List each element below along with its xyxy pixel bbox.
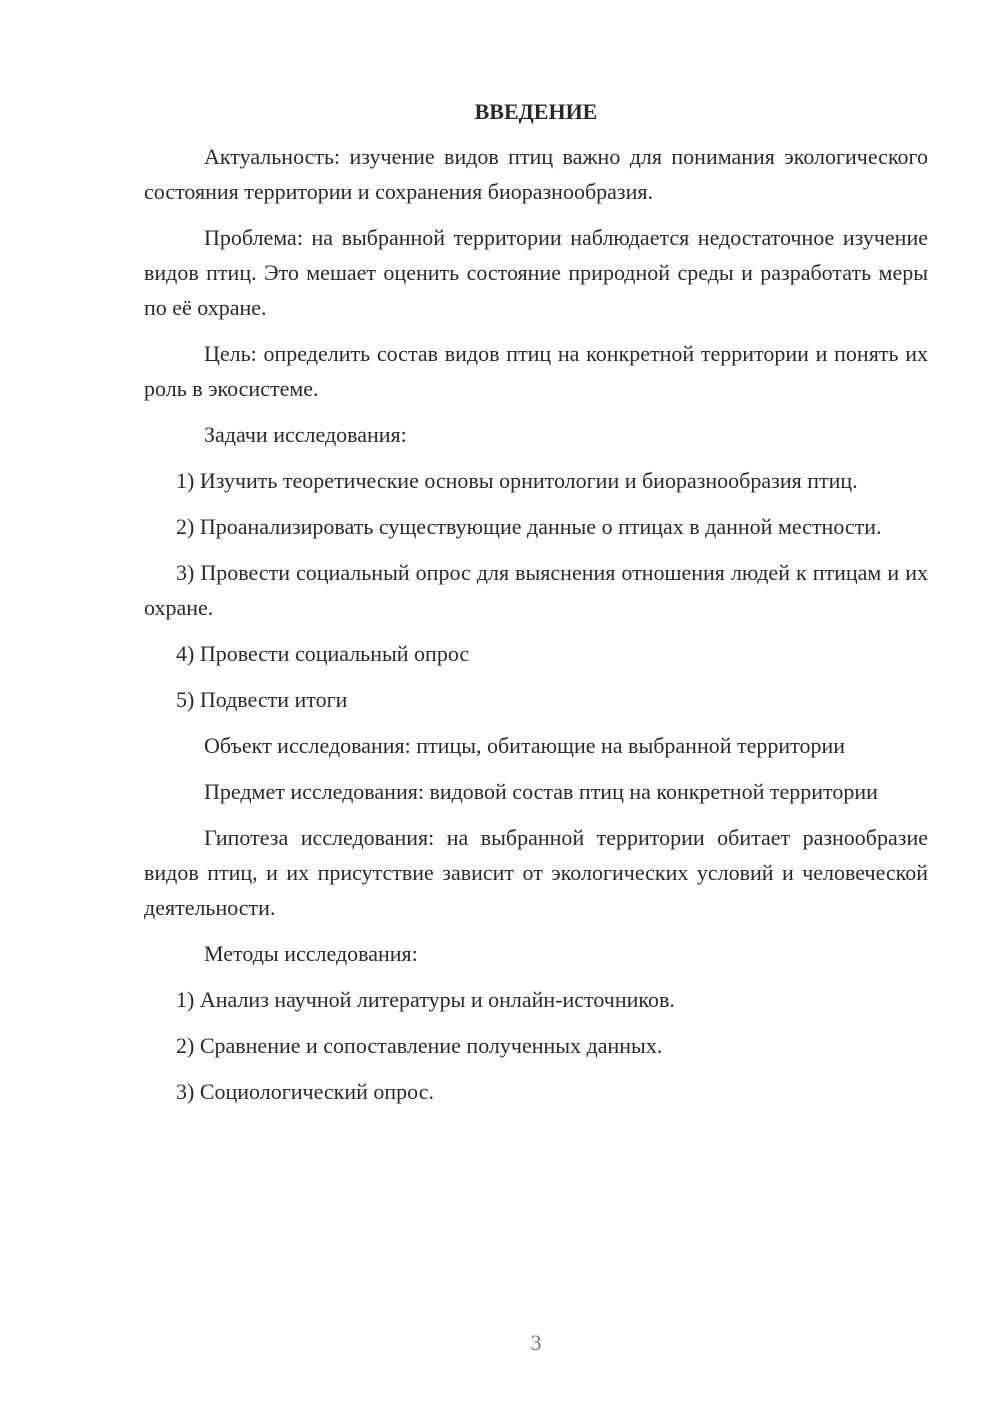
method-item-1: 1) Анализ научной литературы и онлайн-источников. (176, 987, 675, 1012)
page-title: ВВЕДЕНИЕ (474, 99, 598, 124)
subject-paragraph: Предмет исследования: видовой состав птиц на конкретной территории (204, 779, 878, 804)
goal-paragraph: Цель: определить состав видов птиц на конкретной территории и понять их роль в экосистеме. (144, 341, 928, 401)
page-number: 3 (530, 1330, 542, 1355)
object-paragraph: Объект исследования: птицы, обитающие на выбранной территории (204, 733, 846, 758)
method-item-2: 2) Сравнение и сопоставление полученных данных. (176, 1033, 663, 1058)
relevance-paragraph: Актуальность: изучение видов птиц важно для понимания экологического состояния территории и сохранения биоразнообразия. (144, 144, 928, 204)
task-item-1: 1) Изучить теоретические основы орнитологии и биоразнообразия птиц. (176, 468, 858, 493)
task-item-2: 2) Проанализировать существующие данные о птицах в данной местности. (176, 514, 882, 539)
task-item-3: 3) Провести социальный опрос для выяснения отношения людей к птицам и их охране. (144, 560, 928, 620)
methods-heading: Методы исследования: (204, 941, 418, 966)
task-item-5: 5) Подвести итоги (176, 687, 348, 712)
document-page (144, 94, 928, 1120)
task-item-4: 4) Провести социальный опрос (176, 641, 470, 666)
problem-paragraph: Проблема: на выбранной территории наблюдается недостаточное изучение видов птиц. Это мешает оценить состояние природной среды и разработать меры по её охране. (144, 225, 928, 320)
method-item-3: 3) Социологический опрос. (176, 1079, 434, 1104)
hypothesis-paragraph: Гипотеза исследования: на выбранной территории обитает разнообразие видов птиц, и их присутствие зависит от экологических условий и человеческой деятельности. (144, 825, 928, 920)
tasks-heading: Задачи исследования: (204, 422, 407, 447)
